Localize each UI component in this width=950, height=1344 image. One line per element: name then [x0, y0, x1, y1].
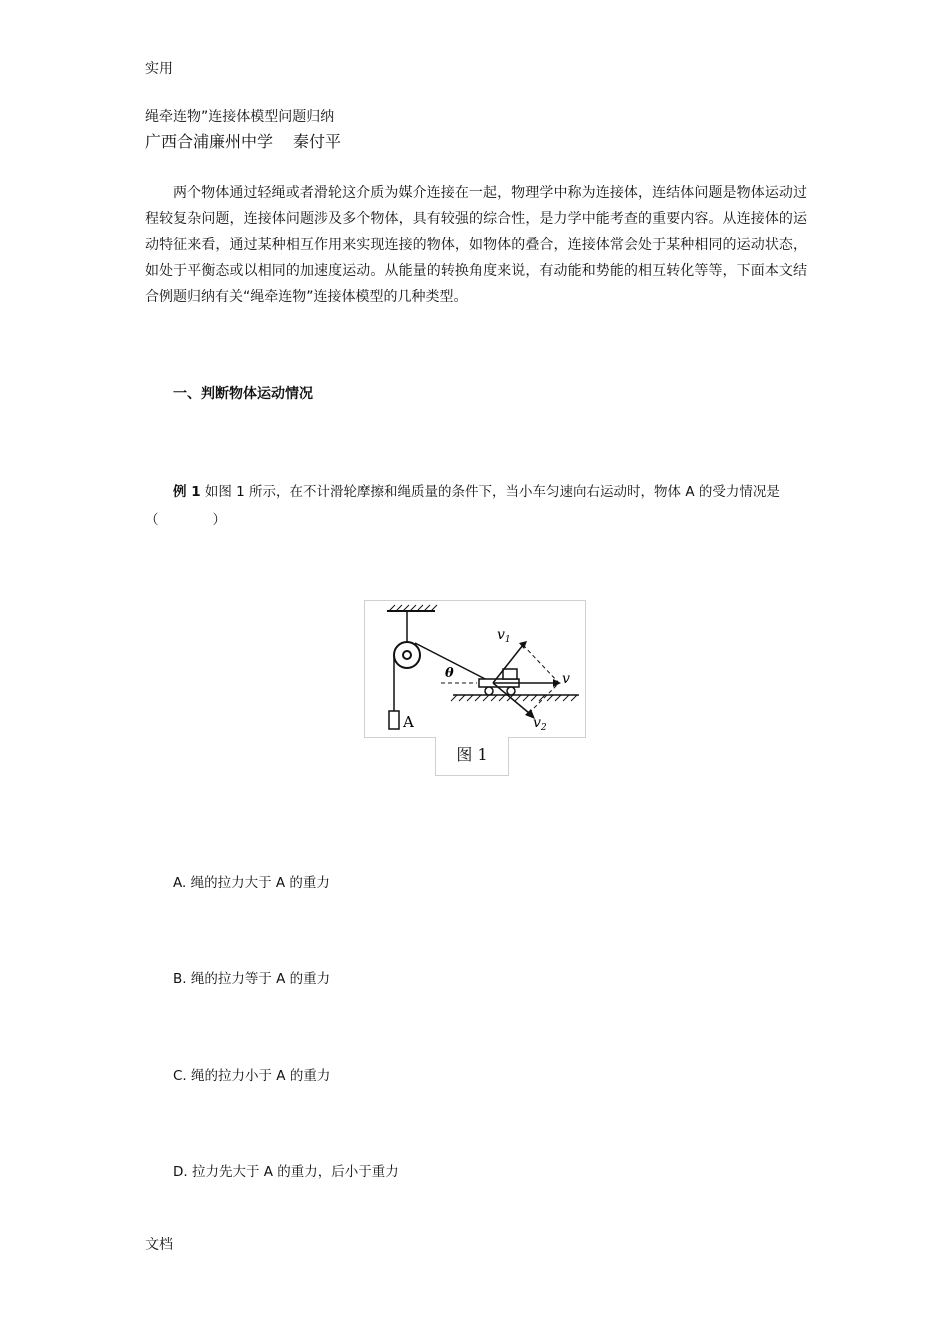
cart-wheel-rear — [485, 687, 493, 695]
page-header: 实用 — [145, 61, 173, 77]
rope-slanted — [415, 643, 493, 683]
option-b: B. 绳的拉力等于 A 的重力 — [173, 971, 331, 987]
figure-caption: 图 1 — [435, 737, 509, 776]
figure-diagram — [364, 600, 586, 738]
section-heading-1: 一、判断物体运动情况 — [173, 386, 313, 402]
author-name: 秦付平 — [293, 132, 342, 151]
figure-1 — [364, 600, 586, 776]
label-v: v — [562, 671, 570, 687]
dash-v1-to-v — [523, 645, 559, 683]
option-c: C. 绳的拉力小于 A 的重力 — [173, 1068, 331, 1084]
page-footer: 文档 — [145, 1237, 173, 1253]
option-d: D. 拉力先大于 A 的重力，后小于重力 — [173, 1164, 399, 1180]
pulley-cart-diagram — [365, 601, 585, 737]
option-a: A. 绳的拉力大于 A 的重力 — [173, 875, 330, 891]
doc-title: 绳牵连物”连接体模型问题归纳 — [145, 109, 335, 125]
example-label: 例 1 — [173, 484, 201, 500]
example-1 — [145, 478, 809, 534]
pulley-axle — [403, 651, 411, 659]
label-v1: $v_1$ — [497, 627, 511, 645]
example-text: 如图 1 所示，在不计滑轮摩擦和绳质量的条件下，当小车匀速向右运动时，物体 A 的受力情况是（ ） — [145, 484, 780, 528]
author-line — [145, 129, 341, 152]
cart-cab — [503, 669, 517, 679]
intro-paragraph: 两个物体通过轻绳或者滑轮这介质为媒介连接在一起，物理学中称为连接体，连结体问题是物体运动过程较复杂问题，连接体问题涉及多个物体，具有较强的综合性，是力学中能考查的重要内容。从连接体的运动特征来看，通过某种相互作用来实现连接的物体，如物体的叠合，连接体常会处于某种相同的运动状态，如处于平衡态或以相同的加速度运动。从能量的转换角度来说，有动能和势能的相互转化等等，下面本文结合例题归纳有关“绳牵连物”连接体模型的几种类型。 — [145, 185, 807, 305]
cart-wheel-front — [507, 687, 515, 695]
block-a — [389, 711, 399, 729]
label-a: A — [403, 713, 414, 731]
label-theta: θ — [445, 666, 454, 681]
school-name: 广西合浦廉州中学 — [145, 132, 274, 151]
velocity-v-head — [553, 679, 561, 687]
label-v2: $v_2$ — [533, 715, 547, 733]
